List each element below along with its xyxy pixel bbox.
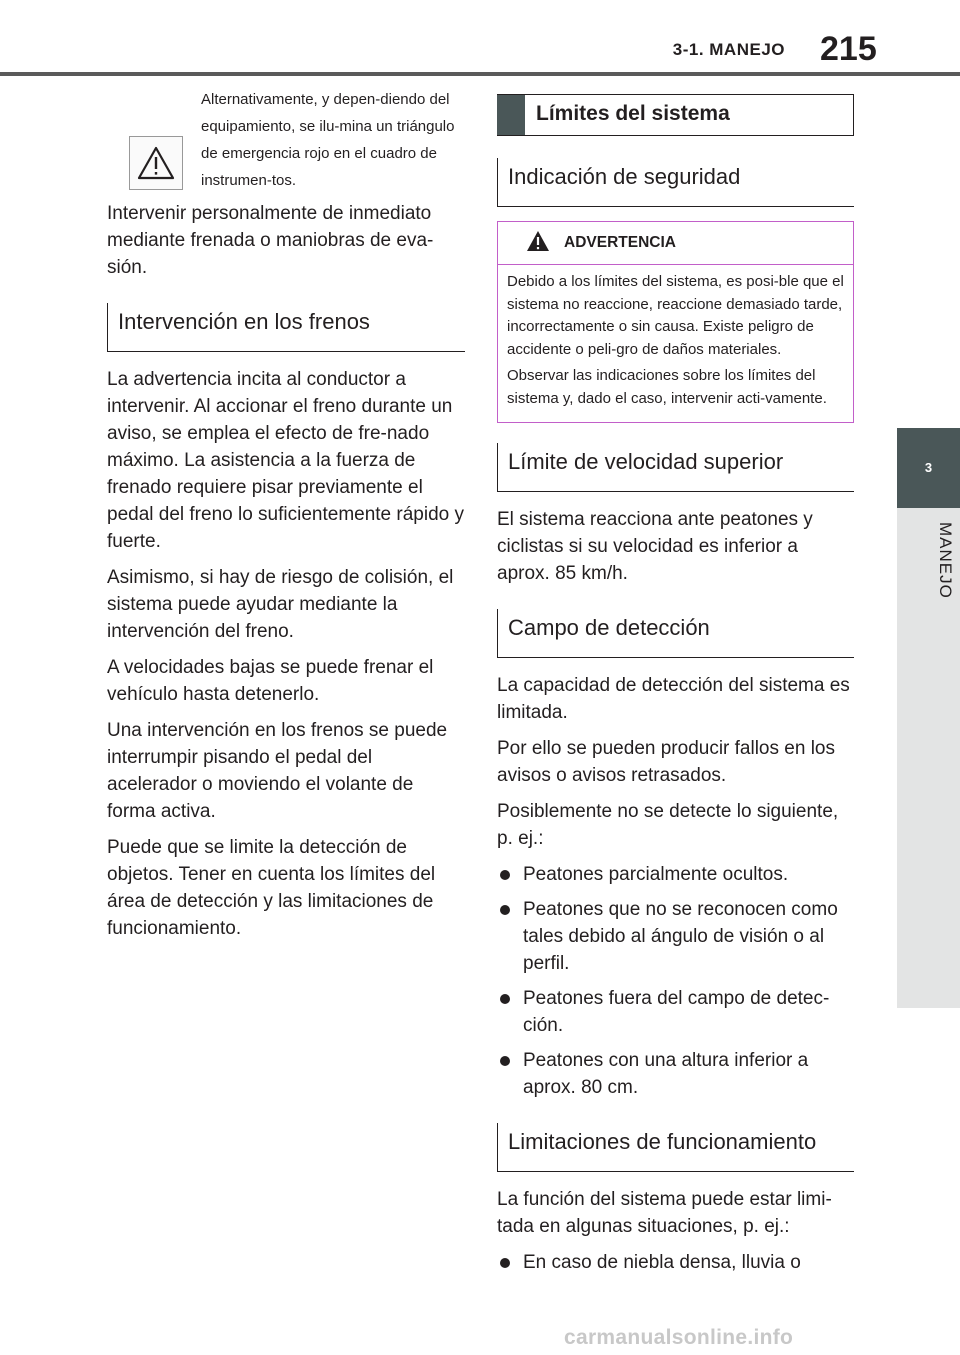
intro-paragraph: Intervenir personalmente de inmediato mediante frenada o maniobras de eva-sión. (107, 203, 434, 278)
paragraph: Asimismo, si hay de riesgo de colisión, el sistema puede ayudar mediante la intervención del freno. (107, 567, 454, 642)
right-column (497, 94, 854, 1284)
warning-icon (526, 230, 550, 257)
warning-title: ADVERTENCIA (564, 234, 676, 251)
chapter-label: 3-1. MANEJO (672, 40, 785, 59)
bullet-icon (500, 1056, 510, 1066)
warning-note (107, 86, 465, 194)
paragraph: La función del sistema puede estar limi-tada en algunas situaciones, p. ej.: (497, 1189, 832, 1237)
limits-list (497, 1249, 854, 1276)
heading-speed-limit: Límite de velocidad superior (497, 443, 854, 492)
warning-header (498, 222, 853, 265)
chapter-tab-number[interactable]: 3 (897, 428, 960, 508)
page-number: 215 (820, 30, 877, 68)
list-item-text: En caso de niebla densa, lluvia o (523, 1252, 801, 1273)
paragraph: Por ello se pueden producir fallos en los avisos o avisos retrasados. (497, 738, 835, 786)
list-item (497, 985, 854, 1039)
list-item-text: Peatones con una altura inferior a aprox. 80 cm. (523, 1050, 809, 1098)
bullet-icon (500, 905, 510, 915)
list-item (497, 1047, 854, 1101)
paragraph: La capacidad de detección del sistema es limitada. (497, 675, 850, 723)
heading-operating-limits: Limitaciones de funcionamiento (497, 1123, 854, 1172)
section-title-bar (497, 95, 525, 135)
watermark: carmanualsonline.info (564, 1326, 794, 1349)
bullet-icon (500, 994, 510, 1004)
section-title (497, 94, 854, 136)
section-title-text: Límites del sistema (536, 102, 730, 125)
header-rule (0, 72, 960, 76)
list-item (497, 861, 854, 888)
paragraph: El sistema reacciona ante peatones y ciclistas si su velocidad es inferior a aprox. 85 km/h. (497, 509, 813, 584)
warning-body (498, 265, 853, 422)
list-item-text: Peatones parcialmente ocultos. (523, 864, 789, 885)
paragraph: Una intervención en los frenos se puede interrumpir pisando el pedal del acelerador o moviendo el volante de forma activa. (107, 720, 448, 822)
warning-triangle-icon (129, 136, 183, 190)
left-column (107, 86, 465, 951)
warning-box (497, 221, 854, 423)
paragraph: La advertencia incita al conductor a intervenir. Al accionar el freno durante un aviso, se emplea el efecto de fre-nado máximo. La asistencia a la fuerza de frenado requiere pisar previamente el pedal del freno lo suficientemente rápido y fuerte. (107, 369, 465, 552)
bullet-icon (500, 1258, 510, 1268)
paragraph: Puede que se limite la detección de objetos. Tener en cuenta los límites del área de detección y las limitaciones de funcionamiento. (107, 837, 436, 939)
heading-safety-note: Indicación de seguridad (497, 158, 854, 207)
warning-paragraph: Observar las indicaciones sobre los límites del sistema y, dado el caso, intervenir acti-vamente. (507, 367, 827, 407)
heading-detection-range: Campo de detección (497, 609, 854, 658)
paragraph: Posiblemente no se detecte lo siguiente, p. ej.: (497, 801, 839, 849)
list-item-text: Peatones fuera del campo de detec-ción. (523, 988, 830, 1036)
note-text: Alternativamente, y depen-diendo del equipamiento, se ilu-mina un triángulo de emergencia rojo en el cuadro de instrumen-tos. (201, 91, 455, 189)
bullet-icon (500, 870, 510, 880)
heading-brake-intervention: Intervención en los frenos (107, 303, 465, 352)
list-item (497, 896, 854, 977)
paragraph: A velocidades bajas se puede frenar el vehículo hasta detenerlo. (107, 657, 434, 705)
chapter-tab-label: MANEJO (936, 522, 955, 599)
detection-list (497, 861, 854, 1101)
list-item (497, 1249, 854, 1276)
list-item-text: Peatones que no se reconocen como tales debido al ángulo de visión o al perfil. (523, 899, 838, 974)
warning-paragraph: Debido a los límites del sistema, es posi-ble que el sistema no reaccione, reaccione demasiado tarde, incorrectamente o sin causa. Existe peligro de accidente o peli-gro de daños materiales. (507, 273, 844, 358)
